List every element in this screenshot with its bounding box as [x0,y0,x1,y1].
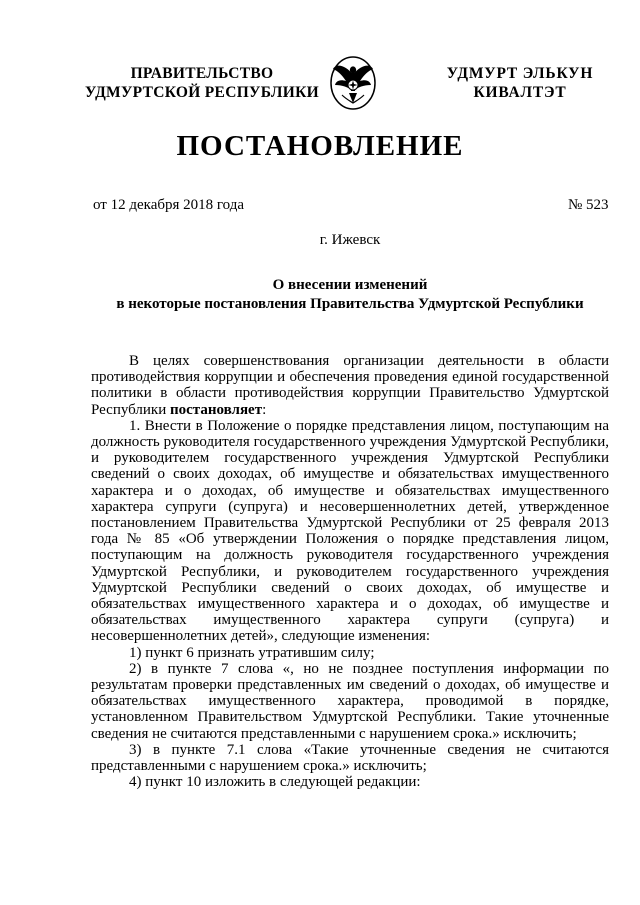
preamble-end: : [262,401,267,418]
document-city: г. Ижевск [319,232,381,248]
subitem-3-paragraph: 3) в пункте 7.1 слова «Такие уточненные сведения не считаются представленными с нарушением срока.» исключить; [91,741,609,775]
document-number: № 523 [568,197,609,213]
subitem-1-paragraph: 1) пункт 6 признать утратившим силу; [129,644,375,661]
document-body [91,353,609,790]
document-title: ПОСТАНОВЛЕНИЕ [176,130,464,162]
coat-of-arms-icon [328,55,378,111]
org-right-line1: УДМУРТ ЭЛЬКУН [446,65,594,82]
preamble-paragraph [91,353,609,418]
org-name-russian [82,64,322,102]
item-1-paragraph: 1. Внести в Положение о порядке представления лицом, поступающим на должность руководителя государственного учреждения Удмуртской Республики, и руководителем государственного учреждения Удмуртской Республики сведений о своих доходах, об имуществе и обязательствах имущественного характера и о доходах, об имуществе и обязательствах имущественного характера супруги (супруга) и несовершеннолетних детей, утвержденное постановлением Правительства Удмуртской Республики от 25 февраля 2013 года № 85 «Об утверждении Положения о порядке представления лицом, поступающим на должность руководителя государственного учреждения Удмуртской Республики, и руководителем государственного учреждения Удмуртской Республики сведений о своих доходах, об имуществе и обязательствах имущественного характера и о доходах, об имуществе и обязательствах имущественного характера супруги (супруга) и несовершеннолетних детей», следующие изменения: [91,417,609,645]
org-left-line1: ПРАВИТЕЛЬСТВО [130,65,274,82]
document-subject [40,276,640,314]
subitem-2-paragraph: 2) в пункте 7 слова «, но не позднее поступления информации по результатам проверки представленных им сведений о доходах, об имуществе и обязательствах имущественного характера, проводимой в порядке, установленном Правительством Удмуртской Республики. Такие уточненные сведения не считаются представленными с нарушением срока.» исключить; [91,660,609,742]
org-right-line2: КИВАЛТЭТ [473,84,567,101]
preamble-text: В целях совершенствования организации деятельности в области противодействия коррупции и обеспечения проведения единой государственной политики в области противодействия коррупции Правительство Удмуртской Республики [91,353,609,418]
subject-line1: О внесении изменений [272,277,428,293]
org-name-udmurt [420,64,620,102]
preamble-bold-word: постановляет [170,401,263,418]
subitem-4-paragraph: 4) пункт 10 изложить в следующей редакции: [129,774,421,791]
org-left-line2: УДМУРТСКОЙ РЕСПУБЛИКИ [84,84,319,101]
subject-line2: в некоторые постановления Правительства Удмуртской Республики [116,296,584,312]
document-date: от 12 декабря 2018 года [93,197,245,213]
